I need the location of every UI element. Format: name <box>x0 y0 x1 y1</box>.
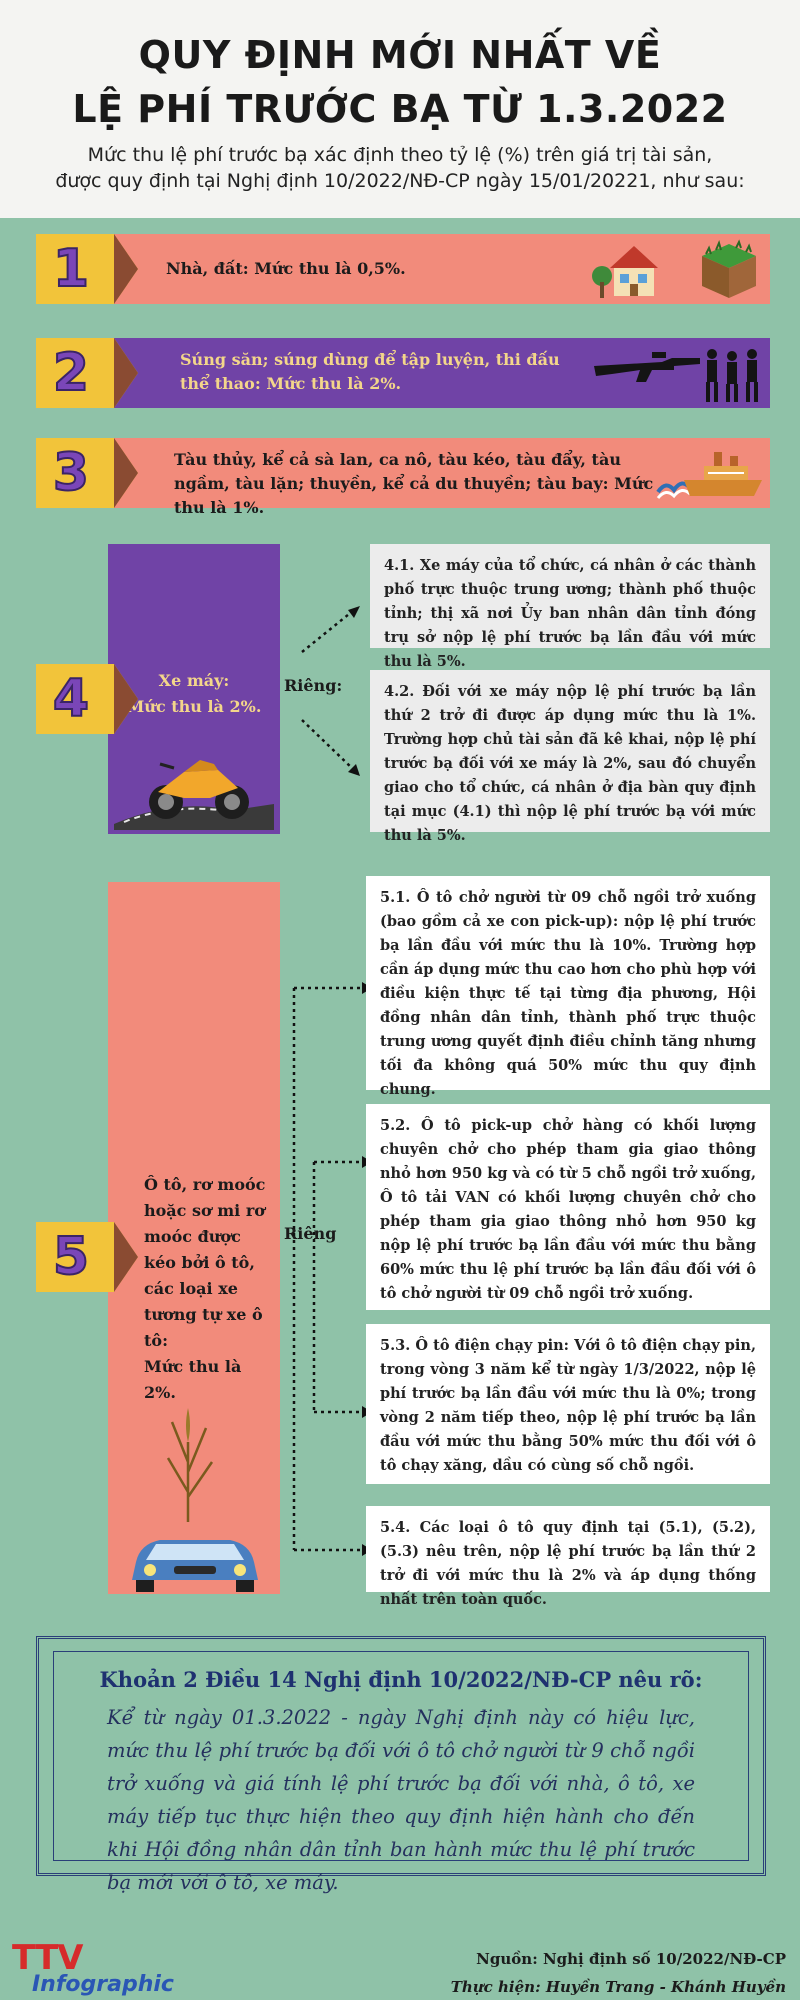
item-5-detail-4: 5.4. Các loại ô tô quy định tại (5.1), (5.2), (5.3) nêu trên, nộp lệ phí trước bạ lần thứ 2 trở đi với mức thu là 2% và áp dụng thống nhất trên toàn quốc. <box>366 1506 770 1592</box>
title-line-1: QUY ĐỊNH MỚI NHẤT VỀ <box>138 33 662 77</box>
header <box>0 0 800 218</box>
item-5-arrows <box>280 960 374 1560</box>
item-4-chevron <box>114 664 138 734</box>
item-2-text: Súng săn; súng dùng để tập luyện, thi đấu thể thao: Mức thu là 2%. <box>180 350 560 393</box>
item-5-label <box>144 1172 274 1406</box>
item-4-detail-1: 4.1. Xe máy của tổ chức, cá nhân ở các thành phố trực thuộc trung ương; thành phố thuộc tỉnh; thị xã nơi Ủy ban nhân dân tỉnh đóng trụ sở nộp lệ phí trước bạ lần đầu với mức thu là 5%. <box>370 544 770 648</box>
car-icon <box>126 1522 264 1592</box>
item-4-rieng-label: Riêng: <box>284 676 343 695</box>
house-icon <box>592 238 662 300</box>
item-4-label-line-2: Mức thu là 2%. <box>126 697 262 716</box>
motorbike-icon <box>114 754 274 830</box>
item-5-chevron <box>114 1222 138 1292</box>
page-subtitle <box>0 142 800 194</box>
infographic-label: Infographic <box>32 1972 174 1997</box>
item-5-detail-1: 5.1. Ô tô chở người từ 09 chỗ ngồi trở xuống (bao gồm cả xe con pick-up): nộp lệ phí trước bạ lần đầu với mức thu là 10%. Trường hợp cần áp dụng mức thu cao hơn cho phù hợp với điều kiện thực tế tại từng địa phương, Hội đồng nhân dân tỉnh, thành phố trực thuộc trung ương quyết định điều chỉnh tăng nhưng tối đa không quá 50% mức thu quy định chung. <box>366 876 770 1090</box>
item-3-text: Tàu thủy, kể cả sà lan, ca nô, tàu kéo, tàu đẩy, tàu ngầm, tàu lặn; thuyền, kể cả du thuyền; tàu bay: Mức thu là 1%. <box>174 450 654 517</box>
item-4-badge <box>36 664 114 734</box>
ttv-logo-text: TTV <box>12 1938 83 1978</box>
credit-text: Thực hiện: Huyền Trang - Khánh Huyền <box>450 1978 786 1996</box>
ship-icon <box>654 444 764 506</box>
note-frame <box>36 1636 766 1894</box>
item-4-arrows <box>296 600 366 790</box>
rifle-icon <box>592 348 702 388</box>
note-text: Kể từ ngày 01.3.2022 - ngày Nghị định này có hiệu lực, mức thu lệ phí trước bạ đối với ô tô chở người từ 9 chỗ ngồi trở xuống và giá tính lệ phí trước bạ đối với nhà, ô tô, xe máy tiếp tục thực hiện theo quy định hiện hành cho đến khi Hội đồng nhân dân tỉnh ban hành mức thu lệ phí trước bạ mới với ô tô, xe máy. <box>107 1706 695 1894</box>
item-5-label-rate: Mức thu là 2%. <box>144 1357 242 1402</box>
item-1-chevron <box>114 234 138 304</box>
item-5-detail-3: 5.3. Ô tô điện chạy pin: Với ô tô điện chạy pin, trong vòng 3 năm kể từ ngày 1/3/2022, nộp lệ phí trước bạ lần đầu với mức thu là 0%; trong vòng 2 năm tiếp theo, nộp lệ phí trước bạ lần đầu với mức thu bằng 50% mức thu đối với ô tô chạy xăng, dầu có cùng số chỗ ngồi. <box>366 1324 770 1484</box>
item-5-number: 5 <box>52 1227 90 1287</box>
item-4-detail-2: 4.2. Đối với xe máy nộp lệ phí trước bạ lần thứ 2 trở đi được áp dụng mức thu là 1%. Trường hợp chủ tài sản đã kê khai, nộp lệ phí trước bạ đối với xe máy là 2%, sau đó chuyển giao cho tổ chức, cá nhân ở địa bàn quy định tại mục (4.1) thì nộp lệ phí trước bạ với mức thu là 5%. <box>370 670 770 832</box>
item-1-band <box>36 234 770 304</box>
note-title: Khoản 2 Điều 14 Nghị định 10/2022/NĐ-CP nêu rõ: <box>99 1667 703 1692</box>
item-3-chevron <box>114 438 138 508</box>
item-2-chevron <box>114 338 138 408</box>
title-line-2: LỆ PHÍ TRƯỚC BẠ TỪ 1.3.2022 <box>72 87 728 131</box>
item-3-band <box>36 438 770 517</box>
grass-icon <box>158 1402 218 1522</box>
item-4-label-line-1: Xe máy: <box>158 671 230 690</box>
item-3-badge <box>36 438 114 508</box>
item-5-badge <box>36 1222 114 1292</box>
item-1-number: 1 <box>52 239 90 299</box>
item-5-rieng-label: Riêng <box>284 1224 337 1243</box>
item-1-text: Nhà, đất: Mức thu là 0,5%. <box>166 259 406 278</box>
subtitle-line-1: Mức thu lệ phí trước bạ xác định theo tỷ lệ (%) trên giá trị tài sản, <box>87 144 713 166</box>
item-3-number: 3 <box>52 443 90 503</box>
item-2-badge <box>36 338 114 408</box>
source-text: Nguồn: Nghị định số 10/2022/NĐ-CP <box>476 1950 786 1968</box>
footer <box>0 1920 800 2000</box>
subtitle-line-2: được quy định tại Nghị định 10/2022/NĐ-CP ngày 15/01/20221, như sau: <box>55 170 745 192</box>
item-5-detail-2: 5.2. Ô tô pick-up chở hàng có khối lượng chuyên chở cho phép tham gia giao thông nhỏ hơn 950 kg và có từ 5 chỗ ngồi trở xuống, Ô tô tải VAN có khối lượng chuyên chở cho phép tham gia giao thông nhỏ hơn 950 kg nộp lệ phí trước bạ lần đầu với mức thu bằng 60% mức thu lệ phí trước bạ lần đầu đối với ô tô chở người từ 09 chỗ ngồi trở xuống. <box>366 1104 770 1310</box>
item-4-number: 4 <box>52 669 90 729</box>
item-2-number: 2 <box>52 343 90 403</box>
land-icon <box>696 236 762 302</box>
page-title <box>0 0 800 136</box>
soldiers-icon <box>700 344 766 404</box>
item-5-label-text: Ô tô, rơ moóc hoặc sơ mi rơ moóc được kéo bởi ô tô, các loại xe tương tự xe ô tô: <box>144 1175 266 1350</box>
item-2-band <box>36 338 770 408</box>
item-1-badge <box>36 234 114 304</box>
